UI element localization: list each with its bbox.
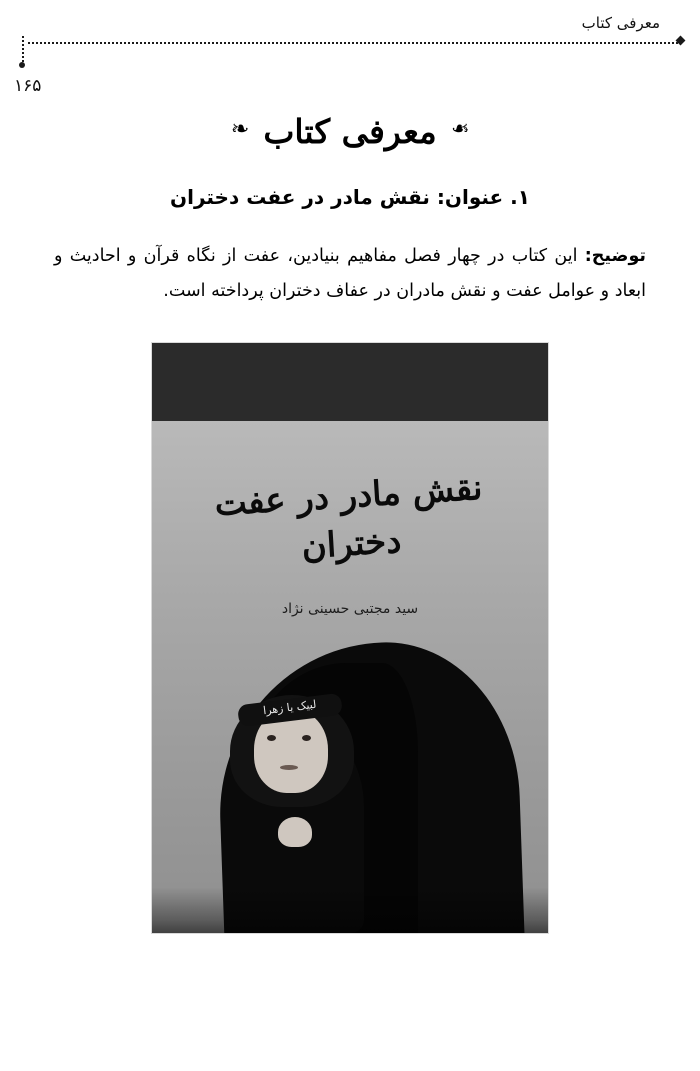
book-cover-image — [152, 343, 548, 933]
child-mouth — [280, 765, 298, 770]
page-header — [0, 12, 700, 42]
header-divider-rule — [28, 42, 678, 46]
entry-description — [54, 239, 646, 309]
child-right-eye — [302, 735, 311, 741]
ornament-left-icon: ❧ — [450, 117, 470, 143]
cover-floor-shadow — [152, 887, 548, 933]
margin-dot-icon — [19, 62, 25, 68]
description-text: این کتاب در چهار فصل مفاهیم بنیادین، عفت از نگاه قرآن و احادیث و ابعاد و عوامل عفت و نقش مادران در عفاف دختران پرداخته است. — [54, 245, 646, 301]
child-left-eye — [267, 735, 276, 741]
running-header-title: معرفی کتاب — [581, 14, 660, 32]
section-heading — [46, 110, 654, 155]
page-content — [46, 96, 654, 933]
ornament-right-icon: ❧ — [230, 117, 250, 143]
margin-tick-icon — [22, 36, 26, 62]
cover-photograph — [152, 633, 548, 933]
headband-text: لبیک یا زهرا — [262, 697, 318, 717]
page-number: ۱۶۵ — [14, 76, 42, 96]
entry-title: ۱. عنوان: نقش مادر در عفت دختران — [170, 184, 530, 209]
cover-title-text: نقش مادر در عفت دختران — [213, 467, 484, 567]
description-label: توضیح: — [584, 245, 646, 266]
cover-author-text: سید مجتبی حسینی نژاد — [281, 600, 419, 617]
section-title: معرفی کتاب — [263, 112, 437, 151]
book-cover-figure — [46, 343, 654, 933]
cover-top-band — [152, 343, 548, 421]
child-hands-shape — [278, 817, 312, 847]
